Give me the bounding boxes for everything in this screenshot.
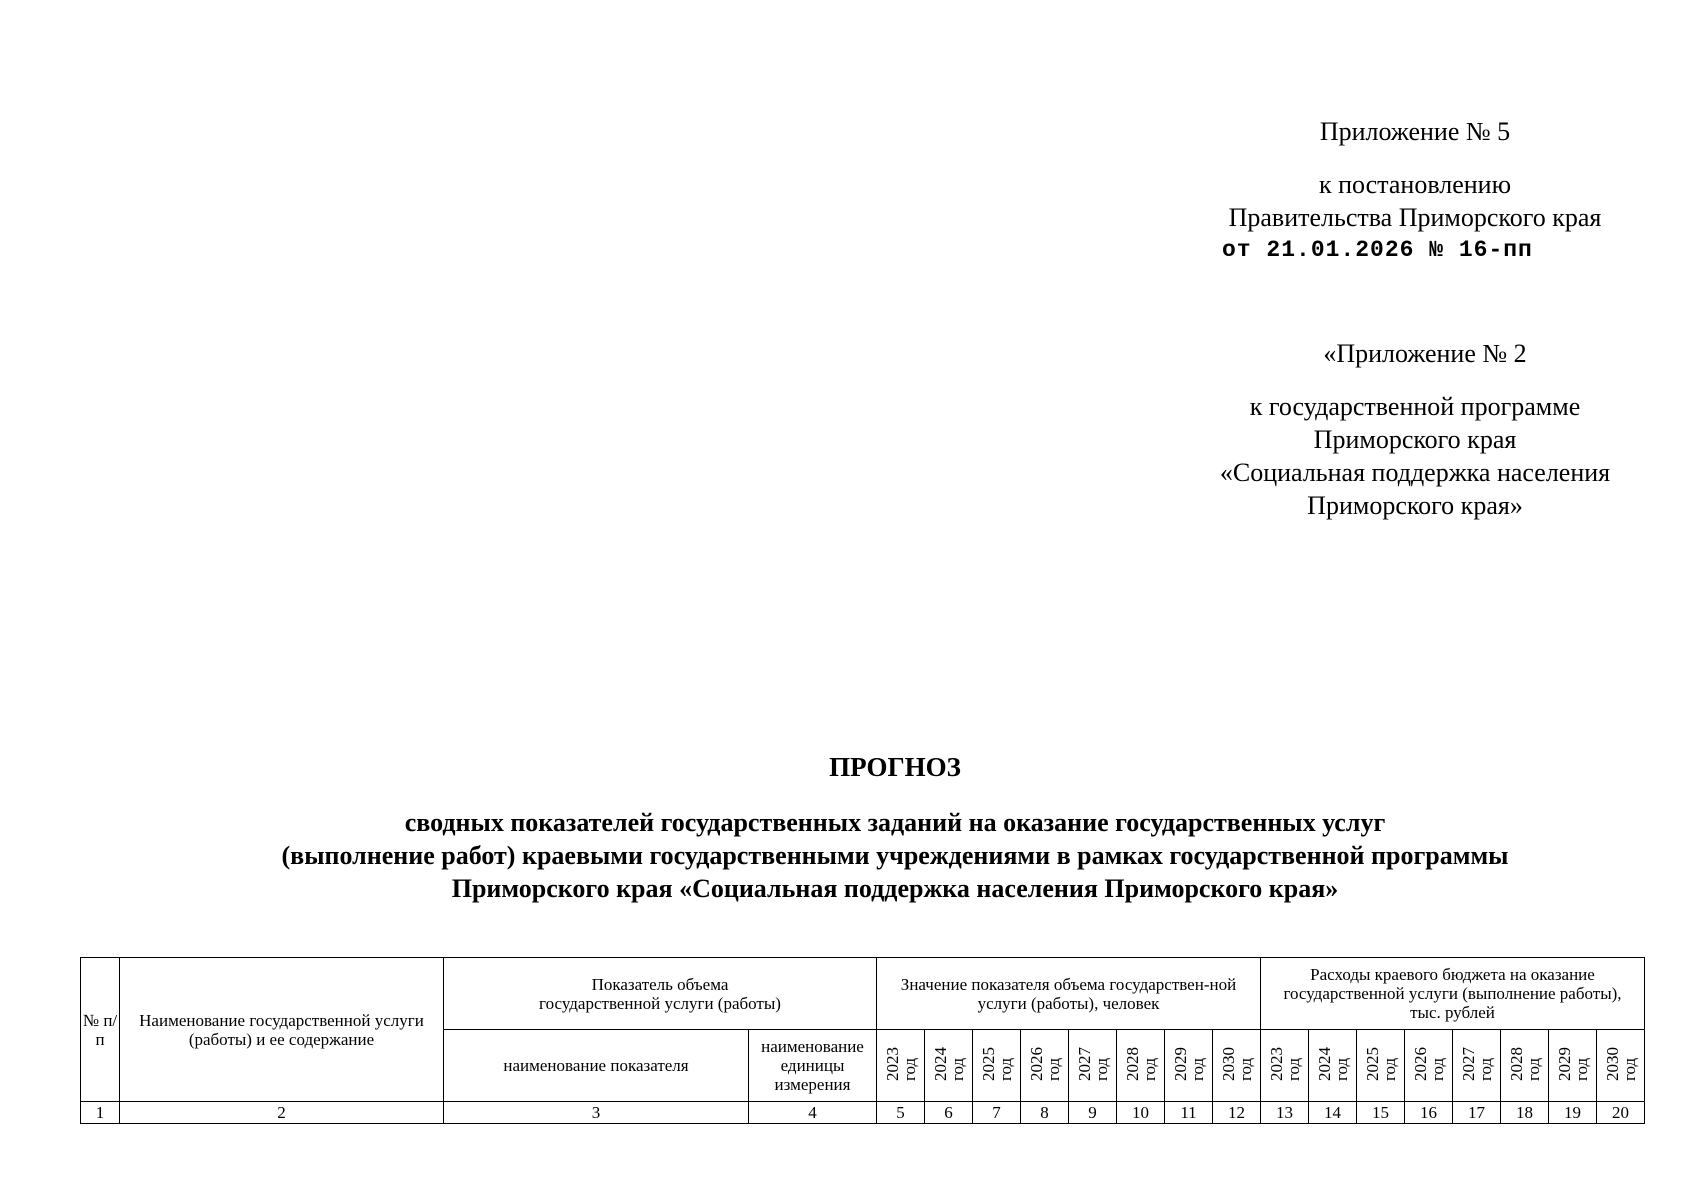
column-number: 3 [444,1102,749,1124]
value-year-header [973,1030,1021,1102]
value-year-header [1117,1030,1165,1102]
value-year-label: 2025 год [978,1046,1015,1081]
document-subtitle-line1: сводных показателей государственных заданий на оказание государственных услуг [404,808,1386,837]
program-appendix-line1: к государственной программе [1249,392,1581,421]
col-unit-header: наименование единицы измерения [749,1030,877,1102]
value-year-header [1213,1030,1261,1102]
value-year-label: 2024 год [930,1046,967,1081]
column-number: 8 [1021,1102,1069,1124]
column-number: 10 [1117,1102,1165,1124]
expense-year-label: 2023 год [1266,1046,1303,1081]
expense-year-label: 2026 год [1410,1046,1447,1081]
document-heading: ПРОГНОЗ [829,752,961,782]
expense-year-header [1501,1030,1549,1102]
value-year-label: 2027 год [1074,1046,1111,1081]
expense-year-label: 2028 год [1506,1046,1543,1081]
program-appendix-line3: «Социальная поддержка населения [1219,458,1611,487]
value-year-label: 2030 год [1218,1046,1255,1081]
column-number: 5 [877,1102,925,1124]
column-number: 2 [120,1102,444,1124]
resolution-line1: к постановлению [1318,170,1512,199]
value-year-header [1021,1030,1069,1102]
column-number: 18 [1501,1102,1549,1124]
expense-year-header [1309,1030,1357,1102]
appendix-title: Приложение № 5 [1319,117,1511,146]
column-number: 13 [1261,1102,1309,1124]
expense-year-header [1261,1030,1309,1102]
col-service-header: Наименование государственной услуги (работы) и ее содержание [120,958,444,1102]
value-year-label: 2026 год [1026,1046,1063,1081]
document-subtitle-line2: (выполнение работ) краевыми государственными учреждениями в рамках государственной программы [281,841,1509,870]
column-number: 11 [1165,1102,1213,1124]
program-appendix-title: «Приложение № 2 [1323,339,1527,368]
column-number: 4 [749,1102,877,1124]
value-year-label: 2028 год [1122,1046,1159,1081]
column-number: 20 [1597,1102,1645,1124]
col-num-header: № п/п [81,958,120,1102]
col-indicator-name-header: наименование показателя [444,1030,749,1102]
column-number: 19 [1549,1102,1597,1124]
col-expenses-group-header: Расходы краевого бюджета на оказание государственной услуги (выполнение работы), тыс. рублей [1261,958,1645,1030]
program-appendix-line4: Приморского края» [1307,491,1523,520]
expense-year-header [1597,1030,1645,1102]
column-number: 15 [1357,1102,1405,1124]
expense-year-label: 2027 год [1458,1046,1495,1081]
header-row-1 [81,958,1645,1030]
expense-year-header [1549,1030,1597,1102]
column-number: 1 [81,1102,120,1124]
expense-year-label: 2024 год [1314,1046,1351,1081]
expense-year-label: 2025 год [1362,1046,1399,1081]
value-year-label: 2023 год [882,1046,919,1081]
numbering-row [81,1102,1645,1124]
column-number: 14 [1309,1102,1357,1124]
column-number: 16 [1405,1102,1453,1124]
column-number: 7 [973,1102,1021,1124]
column-number: 12 [1213,1102,1261,1124]
col-values-group-header: Значение показателя объема государствен-ной услуги (работы), человек [877,958,1261,1030]
document-subtitle-line3: Приморского края «Социальная поддержка населения Приморского края» [451,874,1339,903]
column-number: 6 [925,1102,973,1124]
expense-year-header [1405,1030,1453,1102]
col-indicator-group-header: Показатель объема государственной услуги (работы) [444,958,877,1030]
forecast-table [80,957,1645,1124]
value-year-header [1165,1030,1213,1102]
resolution-date: от 21.01.2026 № 16-пп [1222,237,1533,263]
program-appendix-line2: Приморского края [1313,425,1517,454]
value-year-header [877,1030,925,1102]
value-year-header [1069,1030,1117,1102]
column-number: 17 [1453,1102,1501,1124]
expense-year-label: 2030 год [1602,1046,1639,1081]
resolution-line2: Правительства Приморского края [1228,203,1602,232]
expense-year-header [1453,1030,1501,1102]
value-year-header [925,1030,973,1102]
value-year-label: 2029 год [1170,1046,1207,1081]
expense-year-header [1357,1030,1405,1102]
column-number: 9 [1069,1102,1117,1124]
expense-year-label: 2029 год [1554,1046,1591,1081]
